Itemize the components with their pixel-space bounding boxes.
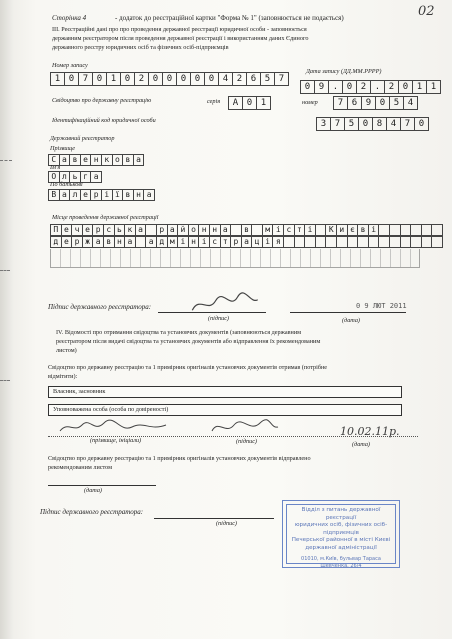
record-date-cell: 0 [398, 80, 413, 94]
recipient-sig-caption: (підпис) [236, 438, 257, 445]
record-date-cell: 2 [384, 80, 399, 94]
record-number-label: Номер запису [52, 62, 88, 69]
place-line1-cell: ь [114, 224, 126, 236]
patronymic-cell: в [122, 189, 134, 201]
record-date-label: Дата запису (ДД.ММ.РРРР) [306, 68, 382, 75]
record-date-cell: 0 [342, 80, 357, 94]
place-line1-cell: р [92, 224, 104, 236]
place-line1-cell: о [188, 224, 200, 236]
section3-heading-line3: державного реєстру юридичних осіб та фізичних осіб-підприємців [52, 44, 229, 51]
record-date-cell: 1 [412, 80, 427, 94]
surname-cell: к [101, 154, 113, 166]
place-line1-cell: с [103, 224, 115, 236]
section3-heading: III. Реєстраційні дані про про проведення державної реєстрації юридичної особи - заповнюється [52, 26, 307, 33]
binding-edge [0, 0, 14, 639]
certificate-label: Свідоцтво про державну реєстрацію [52, 97, 152, 104]
name-cell: а [90, 171, 102, 183]
option-proxy-box[interactable] [48, 404, 402, 416]
patronymic-cell: а [143, 189, 155, 201]
place-line1-cell: м [262, 224, 274, 236]
record-number-cell: 0 [64, 72, 79, 86]
surname-cell: н [90, 154, 102, 166]
surname-cell: а [59, 154, 71, 166]
record-number-cell: 1 [50, 72, 65, 86]
received-text: Свідоцтво про державну реєстрацію та 1 примірник оригіналів установчих документів отримав (потрібне [48, 364, 328, 371]
place-line1-cell: а [220, 224, 232, 236]
appendix-note: - додаток до реєстраційної картки "Форма № 1" (заповнюється не подається) [115, 14, 344, 22]
page-label: Сторінка 4 [52, 14, 87, 22]
place-line2-cell: т [220, 236, 232, 248]
section4-heading-line2: реєстратором після видачі свідоцтва та установчих документів або відправлення їх рекомендованим [56, 338, 321, 345]
certificate-number-cell: 4 [403, 96, 418, 110]
record-number-cell: 7 [78, 72, 93, 86]
place-line1-cell: К [325, 224, 337, 236]
certificate-series-cell: 0 [242, 96, 257, 110]
place-line1-cell: ч [71, 224, 83, 236]
stamp-text [291, 507, 391, 571]
place-line2-cell: а [92, 236, 104, 248]
place-line2-cell: д [50, 236, 62, 248]
registrar-surname-field [48, 154, 143, 166]
place-line2-cell: е [61, 236, 73, 248]
signature-scribble-icon [189, 290, 260, 317]
edrpou-label: Ідентифікаційний код юридичної особи [52, 117, 156, 124]
section4-heading: IV. Відомості про отримання свідоцтва та установчих документів (заповнюються державним [56, 329, 302, 336]
place-line2-cell: н [188, 236, 200, 248]
certificate-number-cell: 9 [361, 96, 376, 110]
place-line1-cell: н [198, 224, 210, 236]
edrpou-code-cell: 0 [358, 117, 373, 131]
edrpou-code-cell: 0 [414, 117, 429, 131]
patronymic-cell: л [69, 189, 81, 201]
place-line2-cell: р [71, 236, 83, 248]
record-number-cell: 0 [162, 72, 177, 86]
place-line1-cell: і [304, 224, 316, 236]
name-cell: г [80, 171, 92, 183]
signature-caption: (підпис) [208, 315, 229, 322]
place-line2-field [50, 236, 442, 248]
place-line1-cell: в [357, 224, 369, 236]
recipient-handwritten-date: 10.02.11р. [340, 425, 400, 438]
patronymic-cell: ї [112, 189, 124, 201]
edrpou-code-cell: 7 [400, 117, 415, 131]
place-line1-cell: й [177, 224, 189, 236]
certificate-series-cell: 1 [256, 96, 271, 110]
certificate-number-cell: 7 [333, 96, 348, 110]
record-date-field [300, 80, 440, 94]
place-line2-cell: д [156, 236, 168, 248]
place-empty-cells [50, 249, 420, 268]
recipient-signature-scribble-icon [210, 419, 280, 435]
sent-text: Свідоцтво про державну реєстрацію та 1 примірник оригіналів установчих документів відправлено [48, 455, 311, 462]
place-line1-cell: н [209, 224, 221, 236]
registration-office-stamp [282, 500, 400, 568]
patronymic-cell: е [80, 189, 92, 201]
place-line1-cell: і [368, 224, 380, 236]
record-number-cell: 4 [218, 72, 233, 86]
place-line1-cell: і [272, 224, 284, 236]
patronymic-cell: а [59, 189, 71, 201]
place-line1-cell: с [283, 224, 295, 236]
edrpou-code-cell: 3 [316, 117, 331, 131]
place-line2-cell: с [209, 236, 221, 248]
record-number-cell: 5 [260, 72, 275, 86]
binding-mark [0, 380, 10, 382]
record-number-cell: 0 [148, 72, 163, 86]
certificate-series-cell: А [228, 96, 243, 110]
place-line2-cell: р [230, 236, 242, 248]
registrar-section-label: Державний реєстратор [50, 135, 115, 142]
stamp-line-5: 01010, м.Київ, бульвар Тараса Шевченка, 26/4 [301, 555, 381, 570]
registrar-name-label: Ім'я [50, 164, 61, 171]
registrar-patronymic-label: По батькові [50, 181, 83, 188]
edrpou-code-cell: 7 [330, 117, 345, 131]
patronymic-cell: і [101, 189, 113, 201]
certificate-series-label: серія [207, 98, 221, 105]
page-mark-handwritten: 02 [418, 4, 435, 19]
sent-date-line [48, 485, 156, 486]
record-date-cell: 9 [314, 80, 329, 94]
place-line1-cell: т [294, 224, 306, 236]
option-owner-label: Власник, засновник [53, 388, 106, 395]
record-number-cell: 0 [190, 72, 205, 86]
name-cell: ь [69, 171, 81, 183]
certificate-number-cell: 0 [375, 96, 390, 110]
registrar-signature-label: Підпис державного реєстратора: [48, 303, 152, 311]
surname-cell: С [48, 154, 60, 166]
place-line1-cell: в [241, 224, 253, 236]
certificate-number-cell: 6 [347, 96, 362, 110]
record-number-cell: 2 [232, 72, 247, 86]
registrar-surname-label: Прізвище [50, 145, 76, 152]
place-line2-cell: а [124, 236, 136, 248]
surname-cell: а [133, 154, 145, 166]
record-number-cell: 2 [134, 72, 149, 86]
place-line2-cell: ж [82, 236, 94, 248]
certificate-number-field [333, 96, 417, 110]
place-line2-cell: і [198, 236, 210, 248]
record-number-cell: 0 [92, 72, 107, 86]
record-date-cell: 0 [300, 80, 315, 94]
place-line1-field [50, 224, 442, 236]
record-number-cell: 6 [246, 72, 261, 86]
place-line2-cell: а [145, 236, 157, 248]
binding-mark [0, 270, 10, 272]
surname-cell: о [112, 154, 124, 166]
stamp-line-2: юридичних осіб, фізичних осіб-підприємців [294, 522, 388, 536]
record-number-cell: 0 [204, 72, 219, 86]
sent-text-line2: рекомендованим листом [48, 464, 113, 471]
edrpou-code-cell: 5 [344, 117, 359, 131]
edrpou-code-cell: 4 [386, 117, 401, 131]
place-line2-cell: і [177, 236, 189, 248]
record-date-cell: 2 [356, 80, 371, 94]
record-number-cell: 1 [106, 72, 121, 86]
record-number-field [50, 72, 288, 86]
final-signature-caption: (підпис) [216, 520, 237, 527]
certificate-number-cell: 5 [389, 96, 404, 110]
place-line2-cell: в [103, 236, 115, 248]
record-number-cell: 7 [274, 72, 289, 86]
place-line2-cell: м [167, 236, 179, 248]
patronymic-cell: н [133, 189, 145, 201]
place-line1-cell: є [347, 224, 359, 236]
place-label: Місце проведення державної реєстрації [52, 214, 159, 221]
place-line1-cell: р [156, 224, 168, 236]
recipient-name-caption: (прізвище, ініціали) [90, 437, 142, 444]
place-line2-cell: я [272, 236, 284, 248]
surname-cell: в [122, 154, 134, 166]
certificate-number-label: номер [302, 99, 318, 106]
place-line1-cell: а [135, 224, 147, 236]
final-signature-line [154, 518, 274, 519]
record-date-cell: . [370, 80, 385, 94]
final-signature-label: Підпис державного реєстратора: [40, 508, 144, 516]
binding-mark [0, 160, 12, 162]
recipient-scribble-icon [58, 419, 168, 435]
stamp-line-1: Відділ з питань державної реєстрації [301, 507, 381, 521]
record-number-cell: 0 [120, 72, 135, 86]
place-line1-cell: к [124, 224, 136, 236]
option-owner-box[interactable] [48, 386, 402, 398]
patronymic-cell: р [90, 189, 102, 201]
registrar-patronymic-field [48, 189, 154, 201]
sent-date-caption: (дата) [84, 487, 102, 494]
surname-cell: в [69, 154, 81, 166]
place-line2-cell: а [241, 236, 253, 248]
edrpou-code-cell: 8 [372, 117, 387, 131]
name-cell: О [48, 171, 60, 183]
place-line1-cell: е [82, 224, 94, 236]
place-line2-cell: ц [251, 236, 263, 248]
place-line1-cell: П [50, 224, 62, 236]
surname-cell: е [80, 154, 92, 166]
received-text-line2: відмітити): [48, 373, 78, 380]
option-proxy-label: Уповноважена особа (особа по довіреності) [53, 406, 169, 413]
name-cell: л [59, 171, 71, 183]
place-line2-cell: н [114, 236, 126, 248]
stamp-line-4: державної адміністрації [305, 544, 377, 551]
record-number-cell: 0 [176, 72, 191, 86]
date-caption: (дата) [342, 317, 360, 324]
recipient-date-caption: (дата) [352, 441, 370, 448]
edrpou-code-field [316, 117, 428, 131]
record-date-cell: 1 [426, 80, 441, 94]
record-date-cell: . [328, 80, 343, 94]
date-line [290, 312, 406, 313]
place-line1-cell: и [336, 224, 348, 236]
certificate-series-field [228, 96, 270, 110]
place-line2-cell [431, 236, 443, 248]
patronymic-cell: В [48, 189, 60, 201]
date-stamp: 0 9 ЛЮТ 2011 [356, 302, 407, 310]
section3-heading-line2: державним реєстратором після проведення державної реєстрації і використанням даних Єдиного [52, 35, 309, 42]
place-line1-cell [431, 224, 443, 236]
section4-heading-line3: листом) [56, 347, 77, 354]
place-line1-cell: е [61, 224, 73, 236]
place-line1-cell: а [167, 224, 179, 236]
stamp-line-3: Печерської районної в місті Києві [291, 537, 391, 544]
place-line2-cell: і [262, 236, 274, 248]
